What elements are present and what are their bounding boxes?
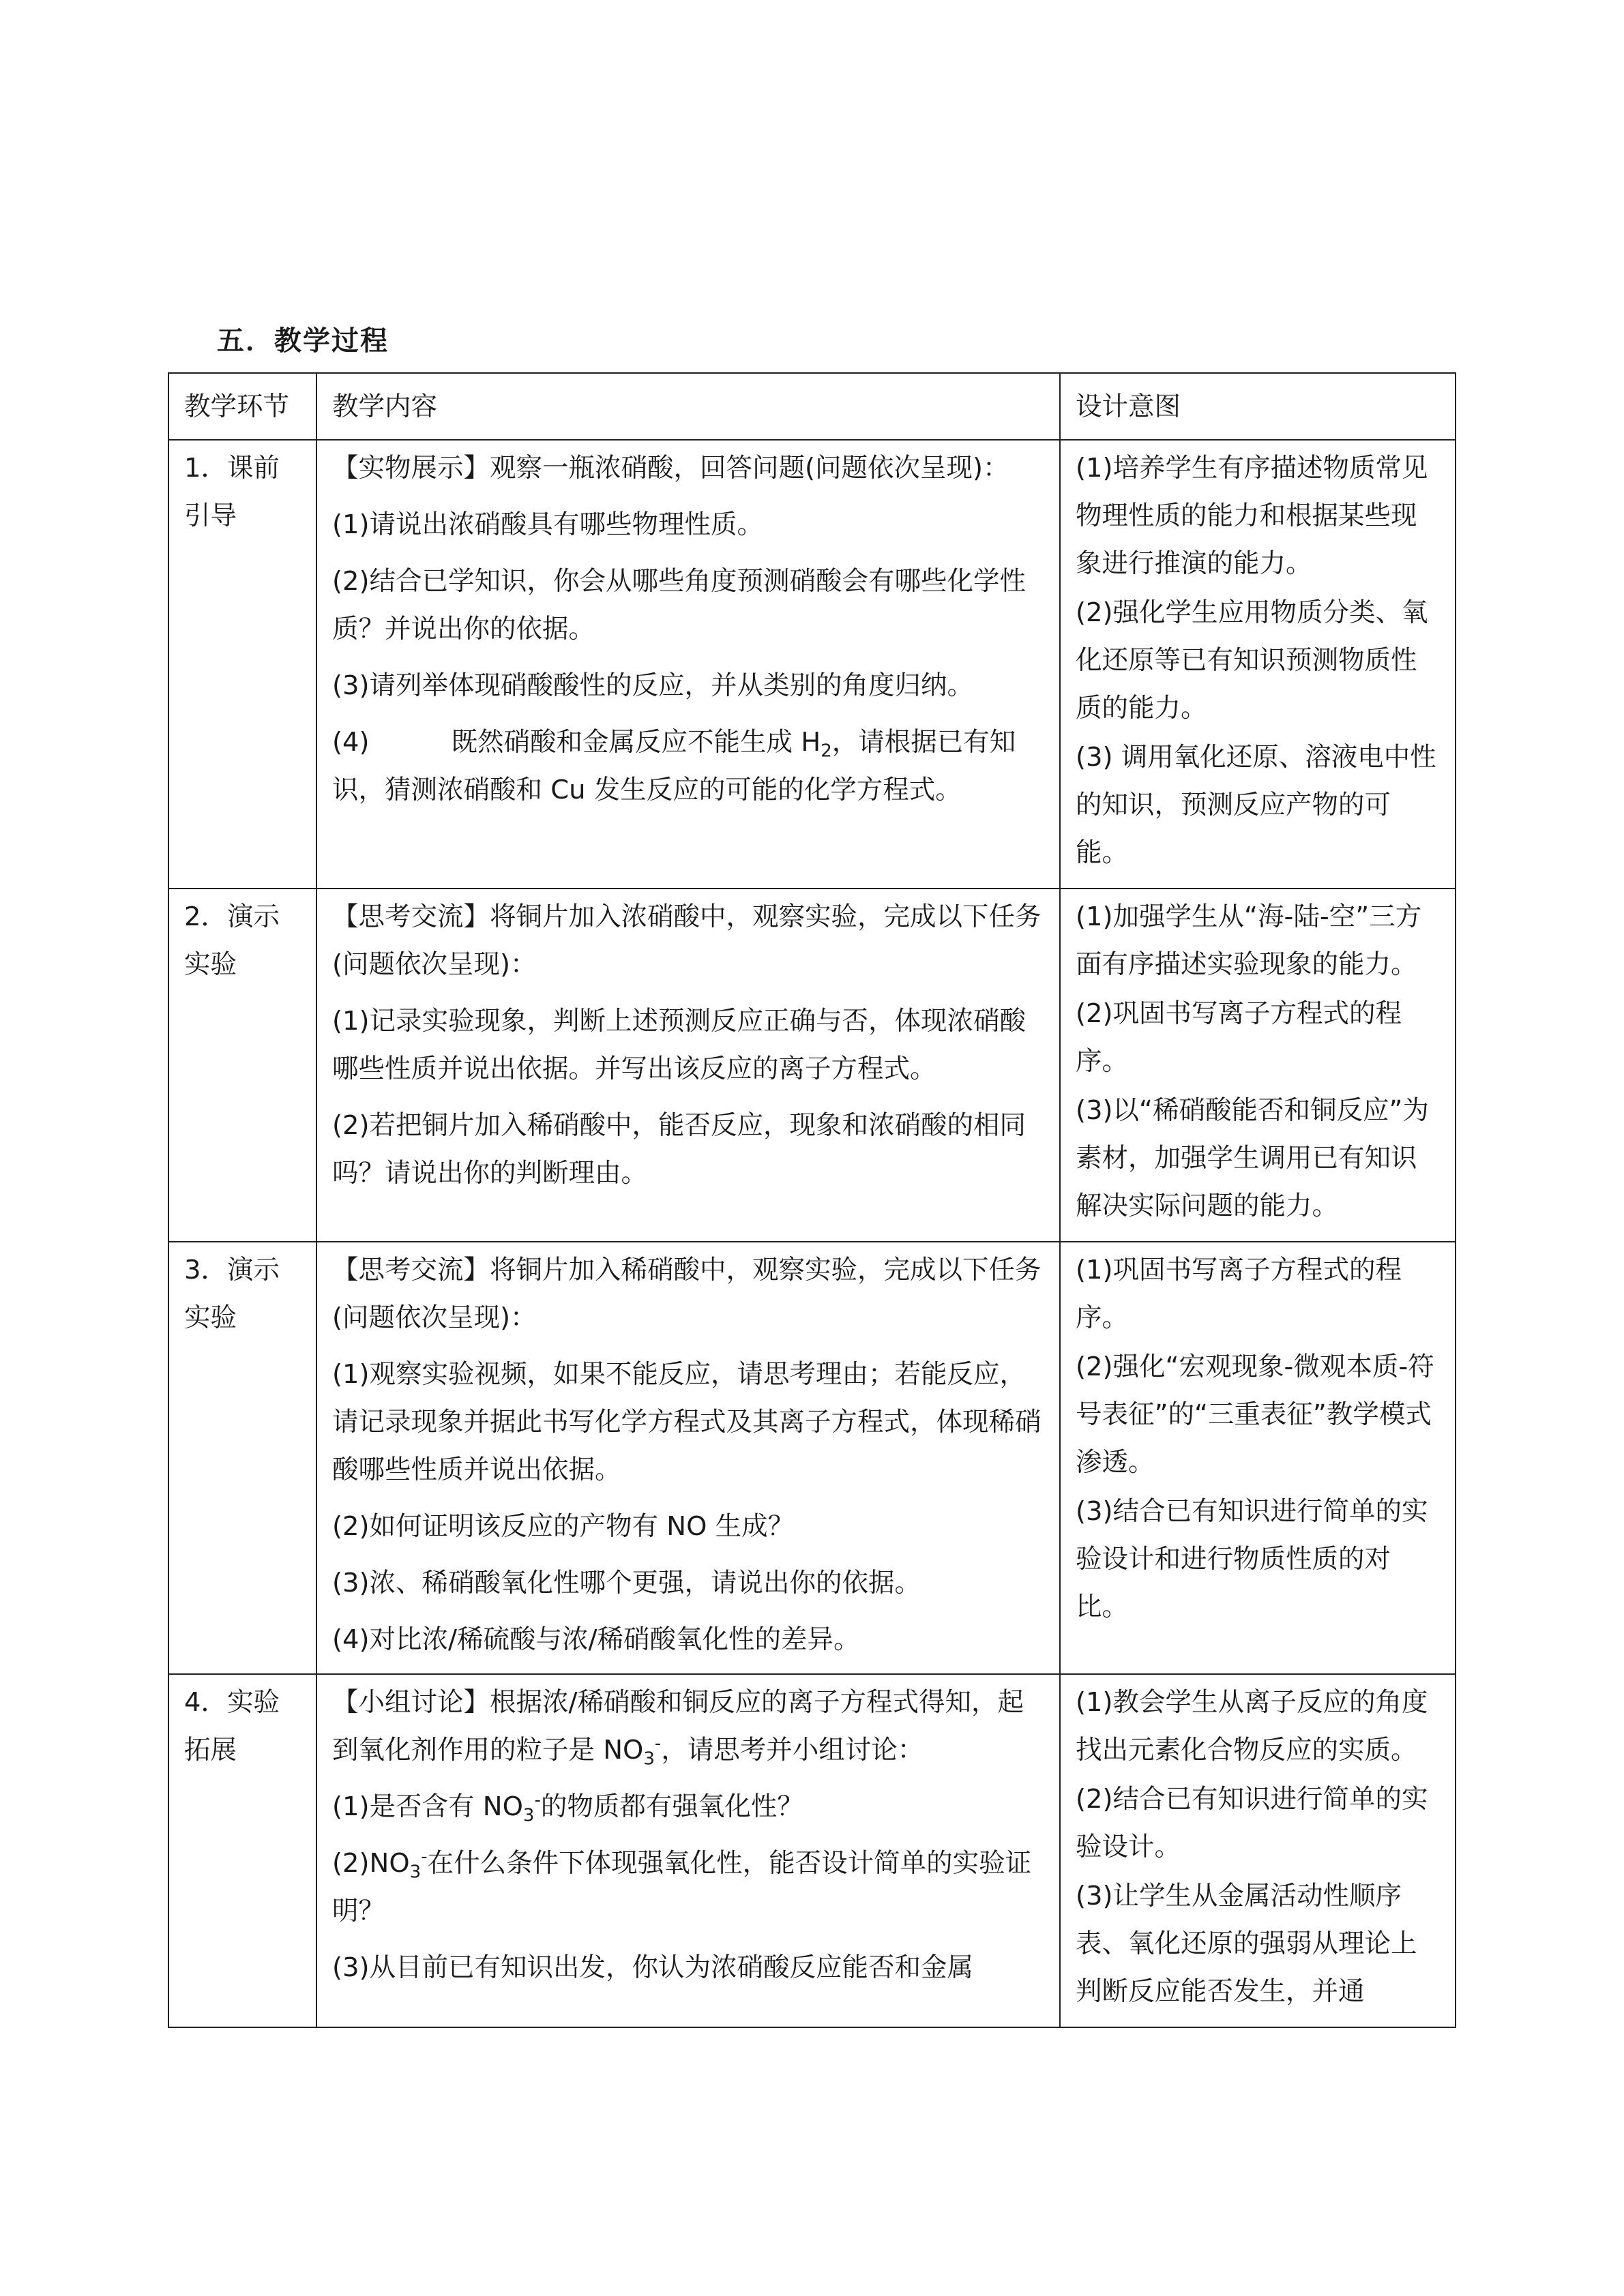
content-paragraph: (3)从目前已有知识出发，你认为浓硝酸反应能否和金属 <box>332 1952 974 1983</box>
table-row <box>168 1674 1456 2027</box>
intent-paragraph: (2)结合已有知识进行简单的实验设计。 <box>1076 1784 1428 1862</box>
stage-cell <box>168 889 316 1242</box>
stage-cell <box>168 1674 316 2027</box>
stage-label: 拓展 <box>184 1735 237 1765</box>
content-paragraph: $(2)NO_3^-$在什么条件下体现强氧化性，能否设计简单的实验证明？ <box>332 1847 1032 1926</box>
content-paragraph: (2)如何证明该反应的产物有 NO 生成？ <box>332 1511 795 1542</box>
intent-paragraph: (3)让学生从金属活动性顺序表、氧化还原的强弱从理论上判断反应能否发生，并通 <box>1076 1881 1417 2007</box>
intent-cell <box>1060 440 1456 889</box>
table-row <box>168 1242 1456 1674</box>
stage-label: 2．演示 <box>184 901 280 932</box>
table-row <box>168 889 1456 1242</box>
intent-cell <box>1060 889 1456 1242</box>
content-paragraph: 【思考交流】将铜片加入浓硝酸中，观察实验，完成以下任务(问题依次呈现)： <box>332 901 1042 980</box>
content-paragraph: 【实物展示】观察一瓶浓硝酸，回答问题(问题依次呈现)： <box>332 453 1009 483</box>
content-cell <box>316 889 1060 1242</box>
table-header-row <box>168 373 1456 440</box>
intent-paragraph: (2)强化学生应用物质分类、氧化还原等已有知识预测物质性质的能力。 <box>1076 597 1428 724</box>
intent-paragraph: (2)强化“宏观现象-微观本质-符号表征”的“三重表征”教学模式渗透。 <box>1076 1352 1434 1478</box>
content-cell <box>316 440 1060 889</box>
content-paragraph: 【小组讨论】根据浓/稀硝酸和铜反应的离子方程式得知，起到氧化剂作用的粒子是 $NO_3^-$，请思考并小组讨论： <box>332 1687 1024 1770</box>
content-paragraph: (3)浓、稀硝酸氧化性哪个更强，请说出你的依据。 <box>332 1568 921 1598</box>
intent-paragraph: (1)巩固书写离子方程式的程序。 <box>1076 1255 1402 1333</box>
content-paragraph: (1)是否含有 $NO_3^-$的物质都有强氧化性？ <box>332 1790 803 1826</box>
intent-paragraph: (1)教会学生从离子反应的角度找出元素化合物反应的实质。 <box>1076 1687 1428 1765</box>
content-paragraph: (1)请说出浓硝酸具有哪些物理性质。 <box>332 509 764 540</box>
teaching-process-table <box>168 372 1456 2028</box>
content-paragraph: (2)若把铜片加入稀硝酸中，能否反应，现象和浓硝酸的相同吗？请说出你的判断理由。 <box>332 1110 1027 1189</box>
content-paragraph: (4)对比浓/稀硫酸与浓/稀硝酸氧化性的差异。 <box>332 1624 860 1655</box>
content-paragraph: (4) 既然硝酸和金属反应不能生成 $H_2$，请根据已有知识，猜测浓硝酸和 Cu 发生反应的可能的化学方程式。 <box>332 727 1016 805</box>
header-stage: 教学环节 <box>168 373 316 440</box>
intent-cell <box>1060 1242 1456 1674</box>
stage-label: 4．实验 <box>184 1687 280 1718</box>
content-paragraph: (3)请列举体现硝酸酸性的反应，并从类别的角度归纳。 <box>332 670 974 701</box>
intent-cell <box>1060 1674 1456 2027</box>
stage-label: 3．演示 <box>184 1255 280 1285</box>
intent-paragraph: (1)加强学生从“海-陆-空”三方面有序描述实验现象的能力。 <box>1076 901 1422 980</box>
intent-paragraph: (1)培养学生有序描述物质常见物理性质的能力和根据某些现象进行推演的能力。 <box>1076 453 1428 579</box>
section-title: 五．教学过程 <box>217 325 389 357</box>
content-paragraph: (1)记录实验现象，判断上述预测反应正确与否，体现浓硝酸哪些性质并说出依据。并写出该反应的离子方程式。 <box>332 1006 1027 1084</box>
content-paragraph: (2)结合已学知识，你会从哪些角度预测硝酸会有哪些化学性质？并说出你的依据。 <box>332 566 1027 644</box>
intent-paragraph: (3)结合已有知识进行简单的实验设计和进行物质性质的对比。 <box>1076 1496 1428 1622</box>
header-intent: 设计意图 <box>1060 373 1456 440</box>
stage-label: 实验 <box>184 1302 237 1333</box>
content-cell <box>316 1242 1060 1674</box>
header-content: 教学内容 <box>316 373 1060 440</box>
intent-paragraph: (2)巩固书写离子方程式的程序。 <box>1076 998 1402 1077</box>
stage-label: 实验 <box>184 949 237 980</box>
content-paragraph: 【思考交流】将铜片加入稀硝酸中，观察实验，完成以下任务(问题依次呈现)： <box>332 1255 1042 1333</box>
content-cell <box>316 1674 1060 2027</box>
table-row <box>168 440 1456 889</box>
stage-label: 1．课前 <box>184 453 280 483</box>
stage-label: 引导 <box>184 501 237 531</box>
content-paragraph: (1)观察实验视频，如果不能反应，请思考理由；若能反应，请记录现象并据此书写化学方程式及其离子方程式，体现稀硝酸哪些性质并说出依据。 <box>332 1359 1042 1485</box>
stage-cell <box>168 440 316 889</box>
intent-paragraph: (3)以“稀硝酸能否和铜反应”为素材，加强学生调用已有知识解决实际问题的能力。 <box>1076 1095 1429 1221</box>
intent-paragraph: (3) 调用氧化还原、溶液电中性的知识，预测反应产物的可能。 <box>1076 742 1436 868</box>
stage-cell <box>168 1242 316 1674</box>
